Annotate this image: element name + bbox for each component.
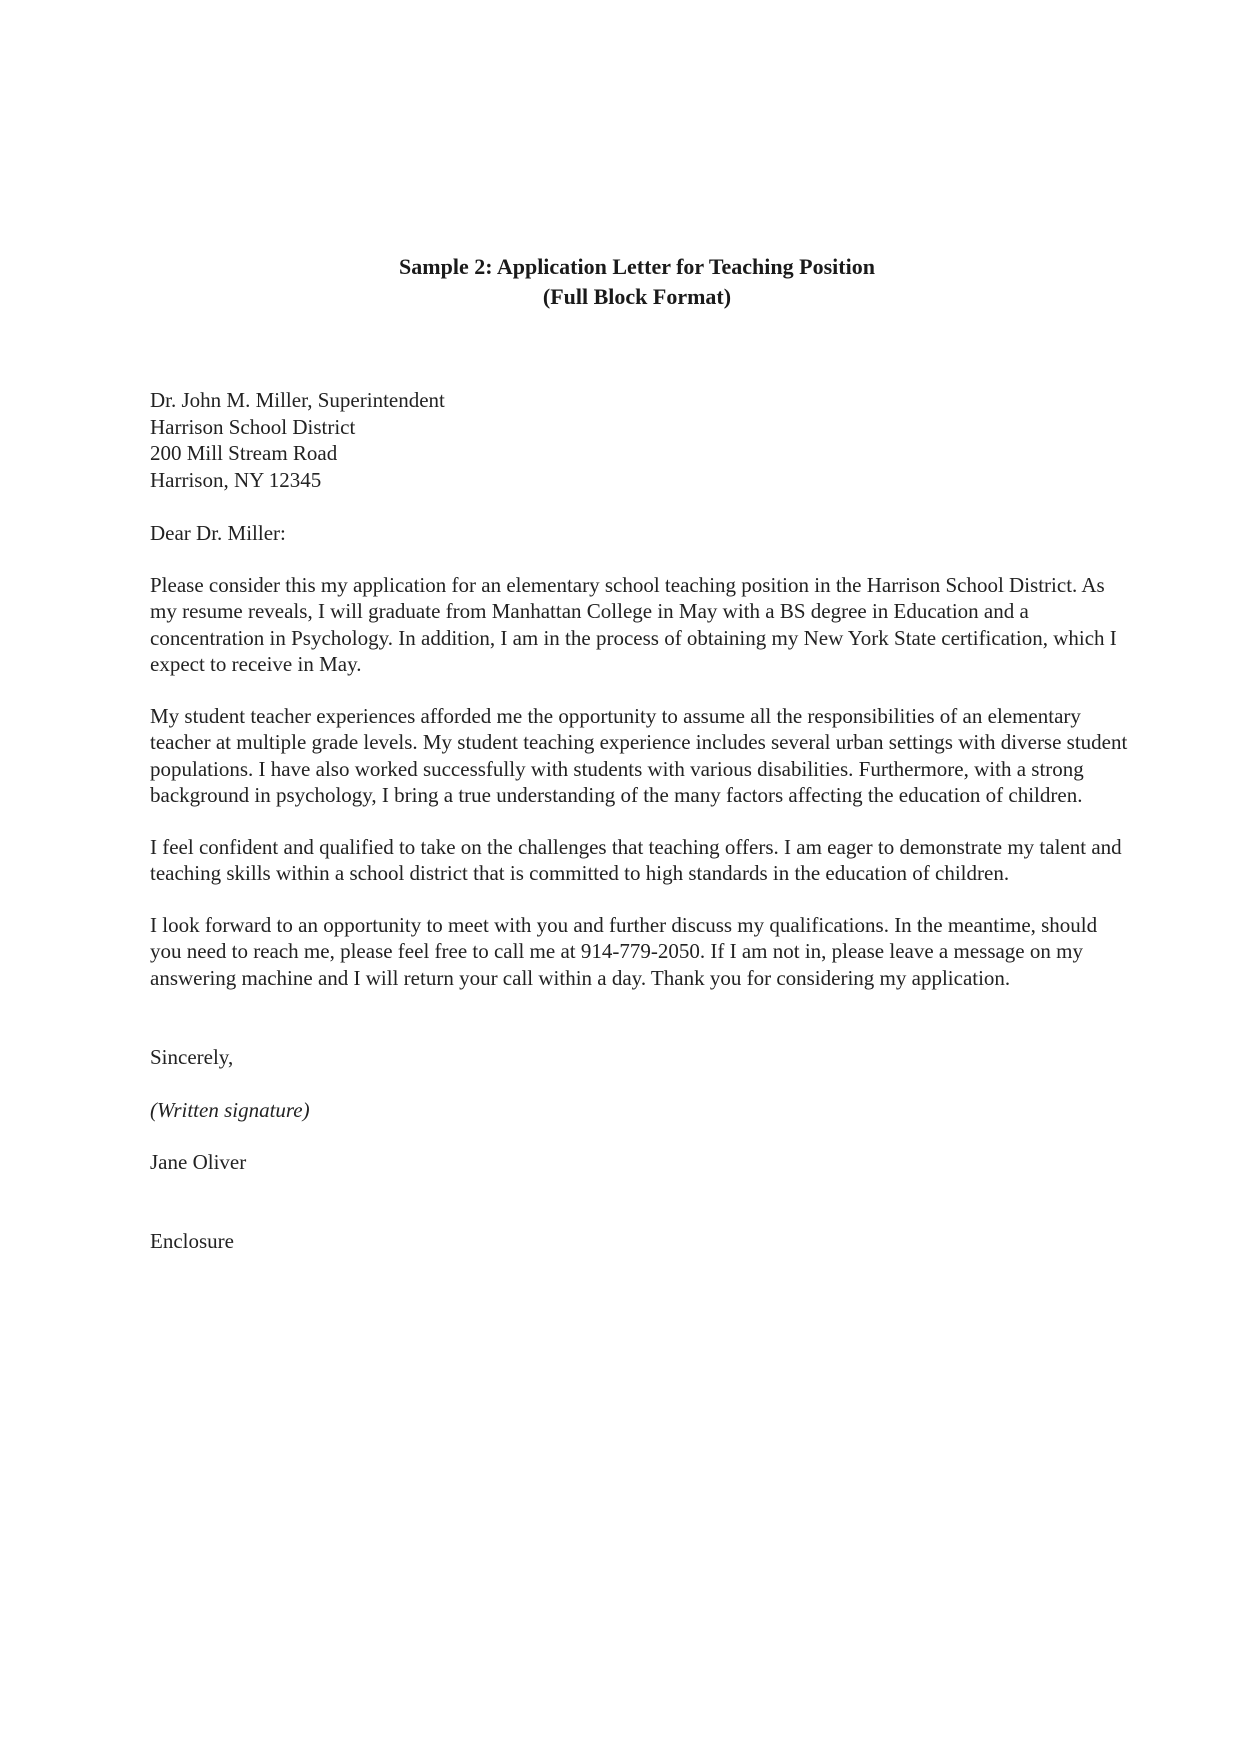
salutation: Dear Dr. Miller: [150,521,286,545]
signature-placeholder: (Written signature) [150,1097,310,1122]
body-paragraph-3: I feel confident and qualified to take on the challenges that teaching offers. I am eager to demonstrate my talent and teaching skills within a school district that is committed to high standards in the education of children. [150,834,1122,885]
complimentary-closing: Sincerely, [150,1045,234,1069]
enclosure-notation: Enclosure [150,1228,234,1253]
inside-address [150,387,1130,493]
body-paragraph-4: I look forward to an opportunity to meet with you and further discuss my qualifications. In the meantime, should you need to reach me, please feel free to call me at 914-779-2050. If I am not in, please leave a message on my answering machine and I will return your call within a day. Thank you for considering my application. [150,912,1098,990]
letter-body [150,387,1130,1254]
address-line-street: 200 Mill Stream Road [150,441,338,465]
title-line-1: Sample 2: Application Letter for Teaching Position [399,254,875,279]
address-line-organization: Harrison School District [150,414,356,439]
signer-name: Jane Oliver [150,1150,247,1174]
address-line-city: Harrison, NY 12345 [150,467,322,492]
address-line-recipient: Dr. John M. Miller, Superintendent [150,388,445,412]
title-line-2: (Full Block Format) [542,284,732,309]
body-paragraph-1: Please consider this my application for an elementary school teaching position in the Harrison School District. As my resume reveals, I will graduate from Manhattan College in May with a BS degree in Education and a concentration in Psychology. In addition, I am in the process of obtaining my New York State certification, which I expect to receive in May. [150,572,1117,676]
document-title [0,252,1240,312]
body-paragraph-2: My student teacher experiences afforded me the opportunity to assume all the responsibilities of an elementary teacher at multiple grade levels. My student teaching experience includes several urban settings with diverse student populations. I have also worked successfully with students with various disabilities. Furthermore, with a strong background in psychology, I bring a true understanding of the many factors affecting the education of children. [150,703,1128,807]
